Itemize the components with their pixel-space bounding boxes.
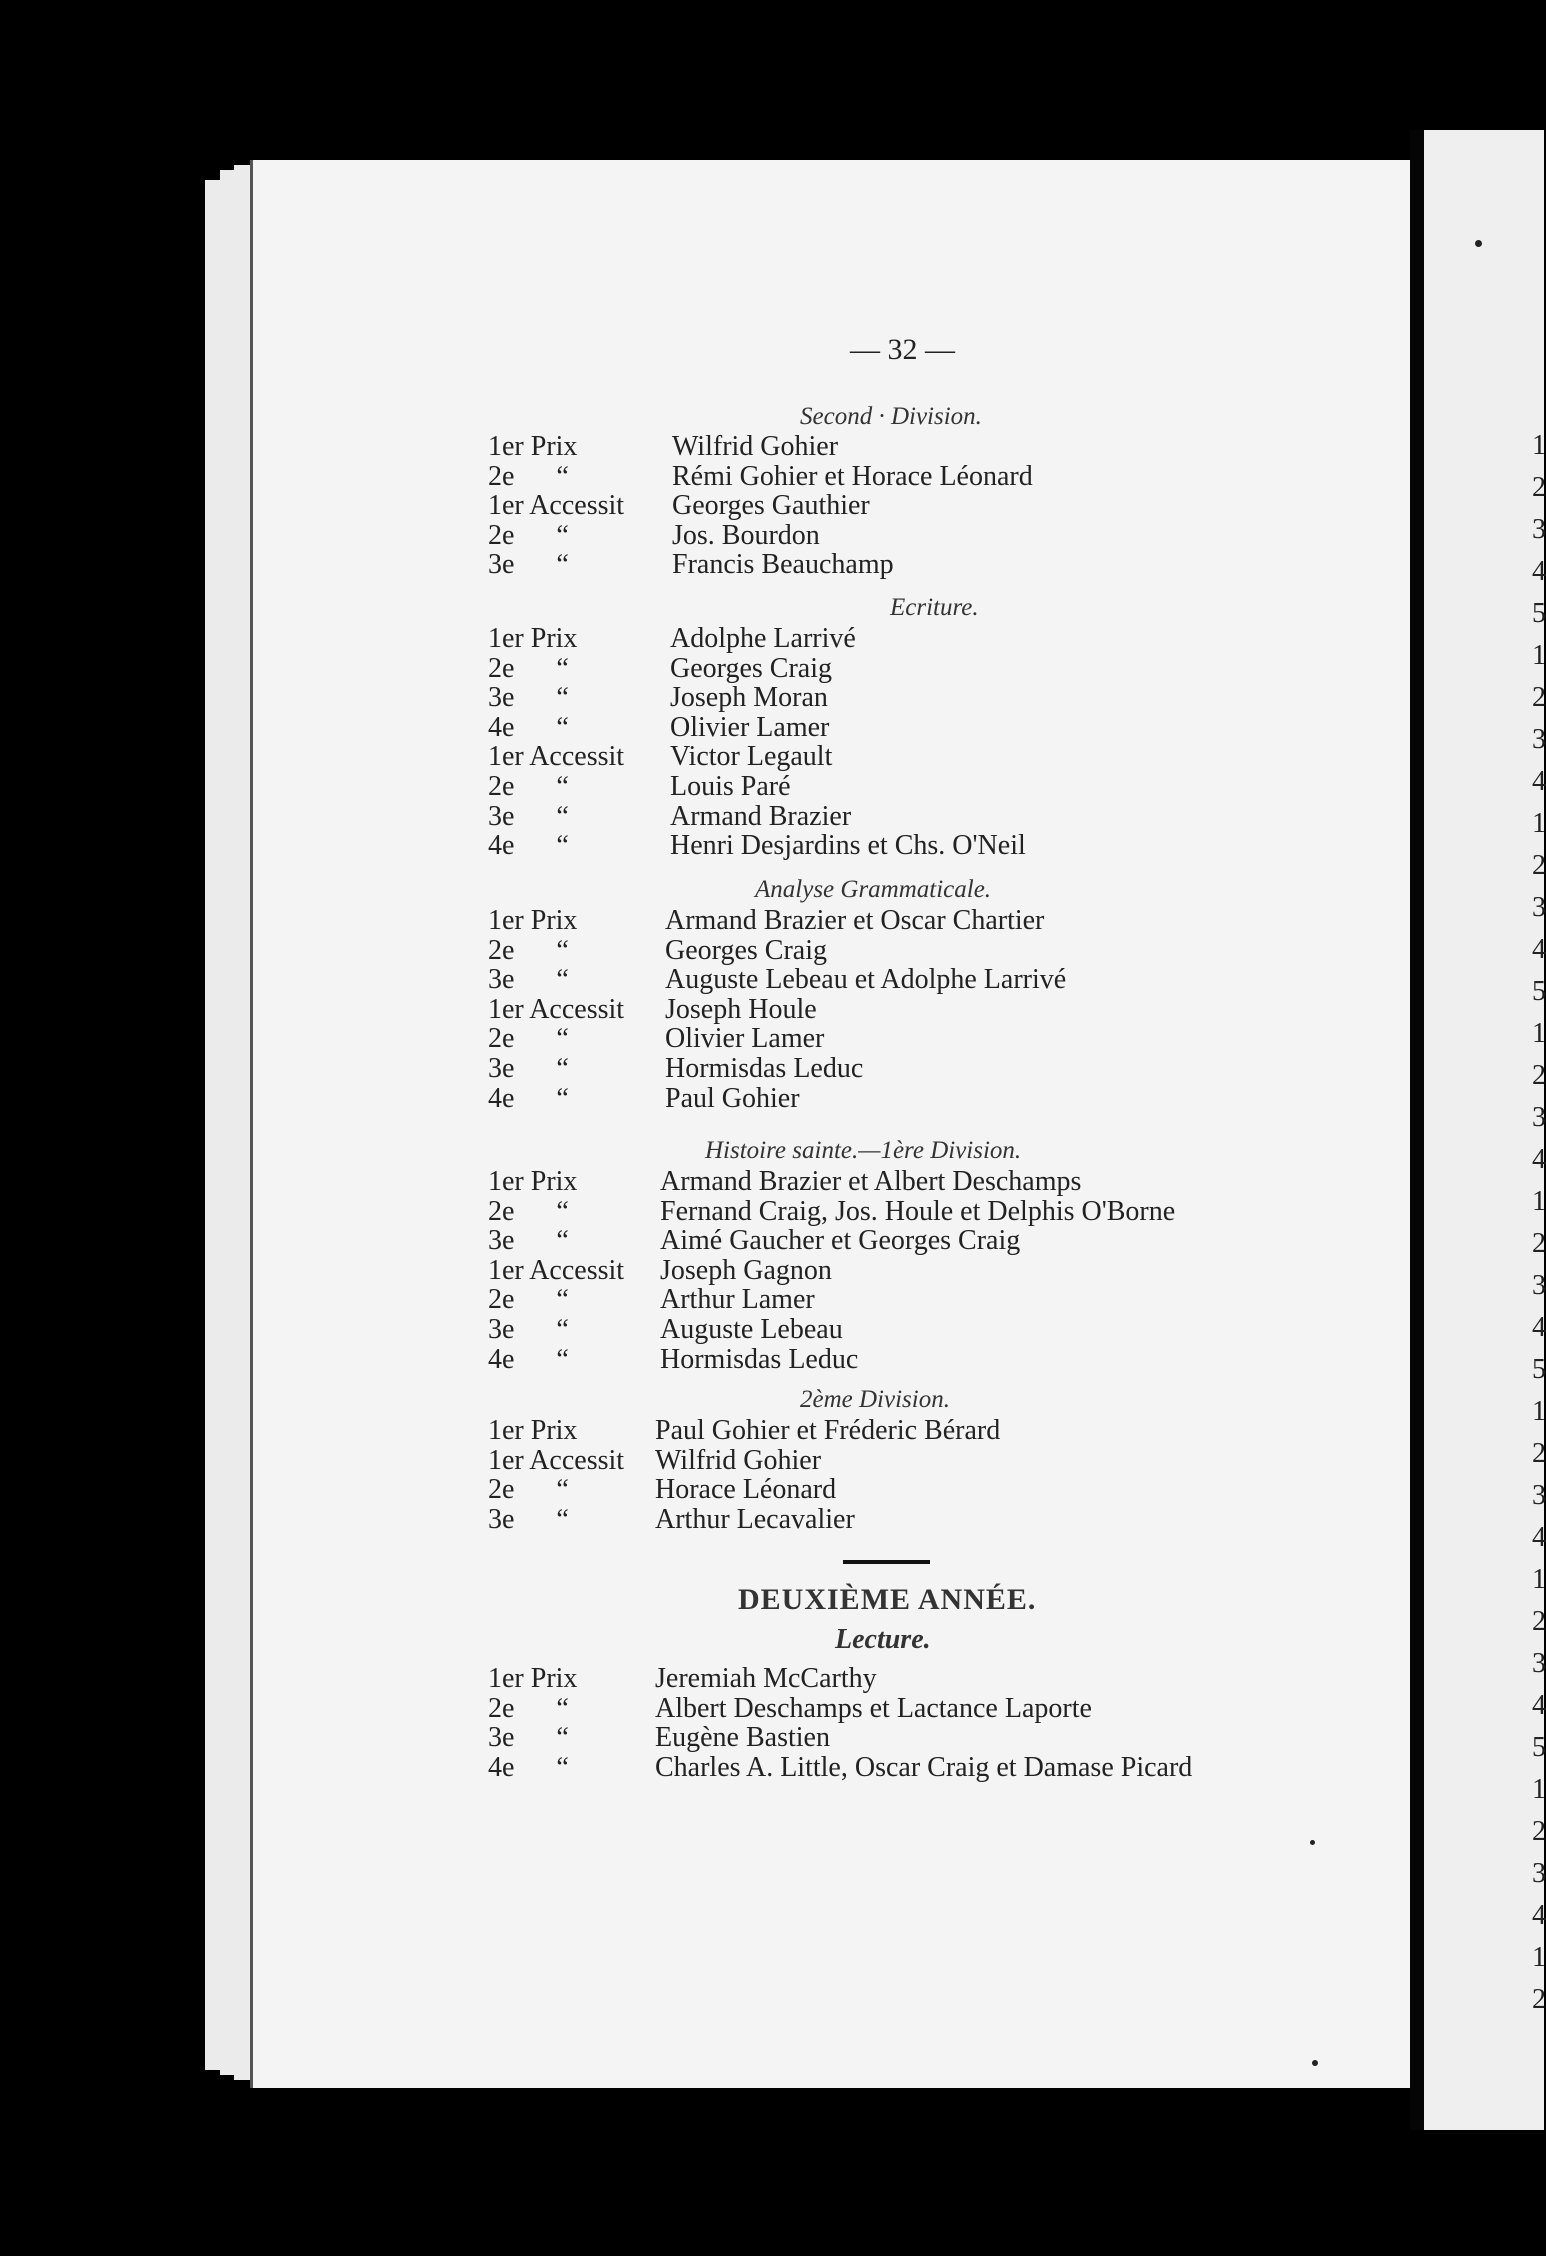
prize-rank: 2e “: [488, 771, 569, 802]
prize-recipient: Wilfrid Gohier: [655, 1444, 822, 1476]
page-number: — 32 —: [850, 333, 955, 366]
facing-page-fragment: 4: [1532, 766, 1546, 797]
prize-recipient: Georges Gauthier: [672, 490, 870, 522]
prize-rank: 3e “: [488, 1503, 569, 1535]
prize-recipient: Joseph Houle: [665, 993, 817, 1025]
facing-page-fragment: 1: [1532, 1942, 1546, 1973]
prize-recipient: Olivier Lamer: [670, 711, 830, 743]
prize-rank: 1er Prix: [488, 1415, 578, 1446]
facing-page-fragment: 4: [1532, 934, 1546, 965]
prize-rank: 1er Prix: [488, 905, 578, 936]
prize-recipient: Armand Brazier: [670, 800, 852, 832]
facing-page-fragment: 2: [1532, 682, 1546, 713]
prize-rank: 4e “: [488, 1343, 569, 1375]
ink-speck: [1312, 2060, 1318, 2066]
prize-rank: 2e “: [488, 460, 569, 492]
prize-rank: 2e “: [488, 652, 569, 684]
facing-page-fragment: 5: [1532, 1732, 1546, 1763]
prize-recipient: Adolphe Larrivé: [670, 623, 856, 654]
facing-page-fragment: 3: [1532, 514, 1546, 545]
prize-recipient: Arthur Lamer: [660, 1284, 815, 1316]
facing-page-fragment: 2: [1532, 1438, 1546, 1469]
prize-recipient: Rémi Gohier et Horace Léonard: [672, 460, 1033, 492]
prize-rank: 2e “: [488, 1474, 569, 1506]
prize-rank: 2e “: [488, 934, 569, 966]
prize-rank: 3e “: [488, 800, 569, 832]
prize-recipient: Aimé Gaucher et Georges Craig: [660, 1225, 1021, 1257]
prize-recipient: Olivier Lamer: [665, 1023, 825, 1055]
facing-page-fragment: 2: [1532, 1984, 1546, 2015]
facing-page-fragment: 2: [1532, 850, 1546, 881]
facing-page-fragment: 2: [1532, 1606, 1546, 1637]
prize-rank: 1er Prix: [488, 623, 578, 654]
prize-recipient: Eugène Bastien: [655, 1722, 830, 1754]
prize-rank: 3e “: [488, 1314, 569, 1345]
prize-rank: 2e “: [488, 1023, 569, 1055]
section-heading: DEUXIÈME ANNÉE.: [738, 1583, 1037, 1616]
prize-recipient: Hormisdas Leduc: [660, 1343, 859, 1375]
section-heading: Ecriture.: [890, 594, 979, 621]
facing-page-fragment: 1: [1532, 1564, 1546, 1595]
section-heading: Analyse Grammaticale.: [755, 876, 992, 903]
prize-recipient: Fernand Craig, Jos. Houle et Delphis O'Borne: [660, 1195, 1176, 1227]
prize-recipient: Albert Deschamps et Lactance Laporte: [655, 1692, 1092, 1724]
prize-rank: 4e “: [488, 1751, 569, 1783]
prize-rank: 2e “: [488, 1195, 569, 1227]
prize-recipient: Louis Paré: [670, 771, 791, 802]
ink-speck: [1310, 1840, 1315, 1845]
prize-recipient: Wilfrid Gohier: [672, 431, 839, 462]
prize-recipient: Jos. Bourdon: [672, 519, 820, 551]
section-heading: 2ème Division.: [800, 1386, 950, 1413]
prize-rank: 3e “: [488, 964, 569, 996]
prize-recipient: Paul Gohier et Fréderic Bérard: [655, 1415, 1001, 1446]
prize-recipient: Horace Léonard: [655, 1474, 837, 1506]
prize-recipient: Victor Legault: [670, 741, 833, 773]
prize-rank: 1er Accessit: [488, 1254, 625, 1286]
prize-rank: 3e “: [488, 1225, 569, 1257]
facing-page-fragment: 4: [1532, 556, 1546, 587]
prize-recipient: Jeremiah McCarthy: [655, 1663, 877, 1694]
prize-rank: 1er Accessit: [488, 741, 625, 773]
facing-page-fragment: 1: [1532, 430, 1546, 461]
facing-page-fragment: 2: [1532, 1228, 1546, 1259]
ink-speck: [1475, 240, 1482, 247]
facing-page-fragment: 5: [1532, 1354, 1546, 1385]
section-divider-rule: [843, 1560, 930, 1564]
facing-page-fragment: 2: [1532, 1816, 1546, 1847]
facing-page-fragment: 5: [1532, 976, 1546, 1007]
prize-rank: 2e “: [488, 1692, 569, 1724]
prize-rank: 2e “: [488, 519, 569, 551]
prize-rank: 3e “: [488, 1722, 569, 1754]
facing-page-fragment: 2: [1532, 472, 1546, 503]
prize-recipient: Joseph Gagnon: [660, 1254, 832, 1286]
prize-recipient: Georges Craig: [670, 652, 832, 684]
facing-page-fragment: 5: [1532, 598, 1546, 629]
prize-recipient: Georges Craig: [665, 934, 827, 966]
facing-page-fragment: 4: [1532, 1144, 1546, 1175]
facing-page-fragment: 1: [1532, 1774, 1546, 1805]
facing-page-fragment: 1: [1532, 640, 1546, 671]
prize-rank: 1er Prix: [488, 1166, 578, 1197]
prize-rank: 3e “: [488, 549, 569, 581]
prize-rank: 3e “: [488, 682, 569, 714]
facing-page-fragment: 1: [1532, 1018, 1546, 1049]
facing-page-fragment: 2: [1532, 1060, 1546, 1091]
section-heading: Histoire sainte.—1ère Division.: [705, 1137, 1022, 1164]
prize-recipient: Armand Brazier et Oscar Chartier: [665, 905, 1045, 936]
facing-page-fragment: 4: [1532, 1900, 1546, 1931]
prize-rank: 4e “: [488, 1082, 569, 1114]
prize-rank: 2e “: [488, 1284, 569, 1316]
facing-page-fragment: 4: [1532, 1522, 1546, 1553]
prize-recipient: Charles A. Little, Oscar Craig et Damase Picard: [655, 1751, 1193, 1783]
prize-recipient: Hormisdas Leduc: [665, 1053, 864, 1084]
prize-recipient: Francis Beauchamp: [672, 549, 894, 581]
facing-page-fragment: 3: [1532, 892, 1546, 923]
facing-page-fragment: 3: [1532, 1858, 1546, 1889]
facing-page-fragment: 3: [1532, 1480, 1546, 1511]
facing-page-fragment: 3: [1532, 1270, 1546, 1301]
prize-recipient: Armand Brazier et Albert Deschamps: [660, 1166, 1082, 1197]
facing-page-fragment: 1: [1532, 1186, 1546, 1217]
facing-page-fragment: 4: [1532, 1312, 1546, 1343]
facing-page-fragment: 4: [1532, 1690, 1546, 1721]
facing-page-fragment: 3: [1532, 1102, 1546, 1133]
facing-page-fragment: 3: [1532, 724, 1546, 755]
prize-recipient: Joseph Moran: [670, 682, 828, 714]
prize-recipient: Auguste Lebeau et Adolphe Larrivé: [665, 964, 1067, 996]
prize-recipient: Henri Desjardins et Chs. O'Neil: [670, 830, 1026, 862]
prize-rank: 1er Prix: [488, 1663, 578, 1694]
prize-rank: 3e “: [488, 1053, 569, 1084]
prize-rank: 4e “: [488, 830, 569, 862]
facing-page-fragment: 1: [1532, 808, 1546, 839]
prize-recipient: Auguste Lebeau: [660, 1314, 843, 1345]
section-heading: Lecture.: [835, 1624, 931, 1655]
prize-rank: 1er Accessit: [488, 490, 625, 522]
prize-recipient: Paul Gohier: [665, 1082, 800, 1114]
section-heading: Second · Division.: [800, 403, 982, 430]
prize-recipient: Arthur Lecavalier: [655, 1503, 855, 1535]
facing-page-fragment: 1: [1532, 1396, 1546, 1427]
prize-rank: 1er Accessit: [488, 993, 625, 1025]
prize-rank: 1er Prix: [488, 431, 578, 462]
facing-page-fragment: 3: [1532, 1648, 1546, 1679]
prize-rank: 4e “: [488, 711, 569, 743]
prize-rank: 1er Accessit: [488, 1444, 625, 1476]
